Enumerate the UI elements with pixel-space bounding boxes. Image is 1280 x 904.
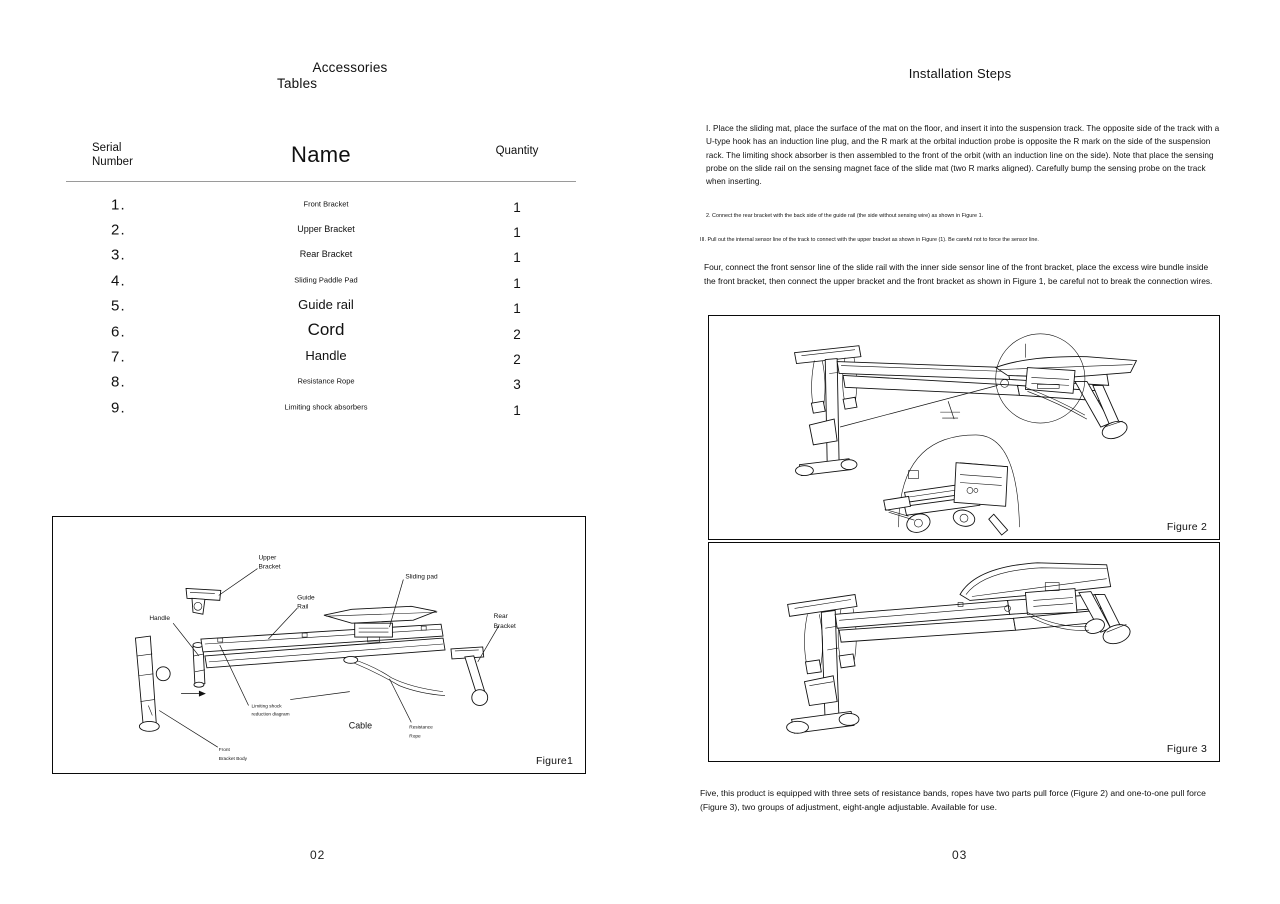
cell-quantity: 1 <box>513 301 521 316</box>
label-upper-bracket-line1: Upper <box>258 554 277 562</box>
accessories-title-line2: Tables <box>277 75 318 91</box>
table-row <box>66 294 576 319</box>
label-sliding-pad: Sliding pad <box>405 573 438 581</box>
figure-2-box <box>708 315 1220 540</box>
cell-quantity: 1 <box>513 199 521 215</box>
cell-serial-number: 9. <box>111 399 126 417</box>
label-cable: Cable <box>348 720 373 731</box>
label-upper-bracket-line2: Bracket <box>258 563 281 571</box>
installation-paragraph-5: Five, this product is equipped with three sets of resistance bands, ropes have two parts pull force (Figure 2) and one-to-one pull force (Figure 3), two groups of adjustment, eight-angle adjustable. Available for use. <box>700 788 1206 812</box>
figure-1-diagram <box>53 517 585 773</box>
cell-serial-number: 7. <box>111 348 126 366</box>
cell-part-name: Rear Bracket <box>299 249 353 260</box>
column-header-quantity: Quantity <box>495 145 539 157</box>
cell-quantity: 2 <box>513 326 521 342</box>
installation-paragraph-2: 2. Connect the rear bracket with the back side of the guide rail (the side without sensing wire) as shown in Figure 1. <box>706 213 984 219</box>
figure-3-box <box>708 542 1220 762</box>
label-guide-rail-line2: Rail <box>297 603 309 611</box>
table-row <box>66 217 576 242</box>
label-resistance-rope-line1: Resistance <box>409 725 433 731</box>
page-number-left: 02 <box>310 848 326 862</box>
table-row <box>66 243 576 268</box>
table-row <box>66 268 576 293</box>
cell-quantity: 1 <box>513 402 521 418</box>
cell-quantity: 3 <box>513 377 521 393</box>
table-row <box>66 370 576 395</box>
cell-quantity: 2 <box>513 351 521 367</box>
table-row <box>66 344 576 369</box>
accessories-title-line1: Accessories <box>312 60 388 75</box>
installation-paragraph-1: I. Place the sliding mat, place the surface of the mat on the floor, and insert it into the suspension track. The opposite side of the track with a U-type hook has an induction line plug, and the R mark at the orbital induction probe is opposite the R mark on the side of the suspension rack. The limiting shock absorber is then assembled to the front of the orbit (with an induction line on the side). Note that place the sensing probe on the slide rail on the sensing magnet face of the slide mat (two R marks aligned). Carefully bump the sensing probe on the track when inserting. <box>706 124 1220 187</box>
cell-part-name: Front Bracket <box>303 199 349 209</box>
figure-2-caption: Figure 2 <box>1166 521 1207 533</box>
cell-serial-number: 5. <box>111 297 126 315</box>
bench-assembly-full-view <box>787 563 1133 733</box>
label-resistance-rope-line2: Rope <box>409 734 421 740</box>
cell-part-name: Upper Bracket <box>297 224 355 235</box>
cell-serial-number: 8. <box>111 373 126 391</box>
label-handle: Handle <box>149 615 171 623</box>
cell-part-name: Sliding Paddle Pad <box>294 275 358 285</box>
table-row <box>66 192 576 217</box>
figure-1-caption: Figure1 <box>535 755 573 767</box>
label-front-bracket-line1: Front <box>218 748 230 754</box>
cell-serial-number: 4. <box>111 272 126 290</box>
label-limiting-shock-line1: Limiting shock <box>251 704 282 710</box>
figure-1-box <box>52 516 586 774</box>
label-guide-rail-line1: Guide <box>297 594 315 602</box>
cell-part-name: Cord <box>307 319 345 339</box>
label-rear-bracket-line2: Bracket <box>493 623 516 631</box>
label-front-bracket-line2: Bracket Body <box>218 757 248 763</box>
serial-label-line2: Number <box>92 155 133 168</box>
table-body <box>66 192 576 421</box>
front-bracket-body-part <box>135 636 170 731</box>
direction-arrow-icon <box>181 691 206 697</box>
serial-label-line1: Serial <box>92 142 122 154</box>
label-limiting-shock-line2: reduction diagram <box>251 712 290 718</box>
table-header <box>66 140 576 180</box>
cell-serial-number: 6. <box>111 323 126 341</box>
cell-quantity: 1 <box>513 224 521 240</box>
cell-serial-number: 3. <box>111 246 126 264</box>
page-number-right: 03 <box>952 848 968 862</box>
cell-part-name: Guide rail <box>298 297 354 313</box>
table-row <box>66 395 576 420</box>
cell-quantity: 1 <box>513 275 521 291</box>
cell-part-name: Handle <box>305 348 347 364</box>
bench-assembly-rear-view <box>795 334 1137 476</box>
accessories-title <box>240 60 460 91</box>
cell-serial-number: 2. <box>111 221 126 239</box>
cell-part-name: Limiting shock absorbers <box>284 402 368 412</box>
label-rear-bracket-line1: Rear <box>493 613 508 621</box>
upper-bracket-part <box>186 588 221 614</box>
figure-3-diagram <box>709 543 1219 761</box>
cell-part-name: Resistance Rope <box>297 377 355 387</box>
installation-paragraph-4: Four, connect the front sensor line of the slide rail with the inner side sensor line of the front bracket, place the excess wire bundle inside the front bracket, then connect the upper bracket and the front bracket as shown in Figure 1, be careful not to break the connection wires. <box>704 262 1213 286</box>
installation-paragraph-3: III. Pull out the internal sensor line of the track to connect with the upper bracket as shown in Figure (1). Be careful not to force the sensor line. <box>700 237 1039 243</box>
cell-quantity: 1 <box>513 250 521 266</box>
installation-steps-title: Installation Steps <box>908 66 1012 81</box>
cable-and-rope-part <box>344 656 445 695</box>
column-header-name: Name <box>291 142 351 167</box>
table-row <box>66 319 576 344</box>
cell-serial-number: 1. <box>111 196 126 214</box>
figure-2-diagram <box>709 316 1219 539</box>
table-header-divider <box>66 181 576 182</box>
detail-callout-bubble <box>884 435 1020 535</box>
rear-bracket-part <box>451 647 488 706</box>
figure-3-caption: Figure 3 <box>1166 743 1207 755</box>
accessories-table <box>66 140 576 418</box>
